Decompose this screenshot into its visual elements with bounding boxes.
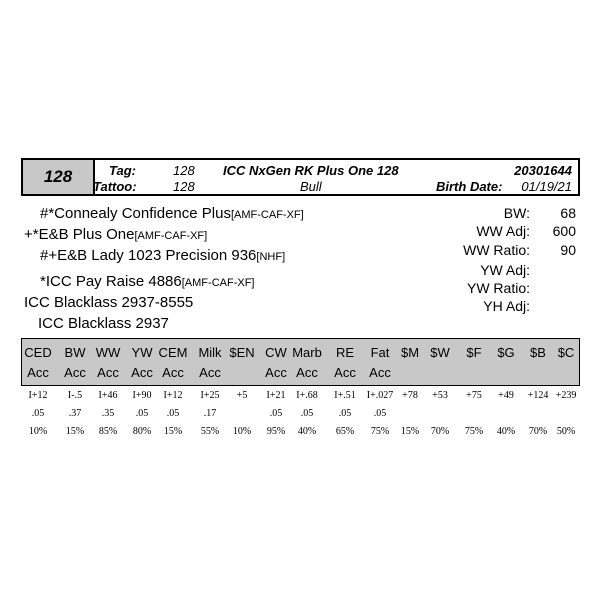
tattoo-label: Tattoo:	[93, 179, 137, 194]
epd-percentile: 15%	[163, 426, 183, 437]
stat-value: 600	[552, 223, 576, 239]
epd-value: +124	[527, 390, 549, 401]
epd-percentile: 80%	[132, 426, 152, 437]
animal-name: ICC NxGen RK Plus One 128	[223, 163, 399, 178]
pedigree-sire-dam-tag: [NHF]	[256, 251, 286, 263]
epd-accuracy: .05	[300, 408, 314, 419]
epd-acc-label: Acc	[265, 365, 287, 380]
epd-percentile: 40%	[496, 426, 516, 437]
epd-column-header: CEM	[158, 345, 188, 360]
epd-column-header: CED	[24, 345, 52, 360]
epd-percentile: 40%	[297, 426, 317, 437]
epd-acc-label: Acc	[369, 365, 391, 380]
stat-label: YW Adj:	[480, 262, 530, 278]
epd-value: I+12	[163, 390, 183, 401]
epd-acc-label: Acc	[27, 365, 49, 380]
epd-value: I+25	[200, 390, 220, 401]
pedigree-sire-sire-tag: [AMF-CAF-XF]	[230, 209, 304, 221]
epd-acc-label: Acc	[334, 365, 356, 380]
epd-column-header: $C	[557, 345, 575, 360]
epd-value: I+12	[28, 390, 48, 401]
birth-date-label: Birth Date:	[436, 179, 503, 194]
stat-label: BW:	[503, 205, 530, 221]
stat-value: 90	[560, 242, 576, 258]
epd-value: I-.5	[67, 390, 83, 401]
epd-value: +239	[555, 390, 577, 401]
birth-date-value: 01/19/21	[521, 179, 572, 194]
epd-column-header: $W	[430, 345, 450, 360]
epd-percentile: 85%	[98, 426, 118, 437]
epd-acc-label: Acc	[97, 365, 119, 380]
epd-percentile: 75%	[464, 426, 484, 437]
epd-percentile: 70%	[528, 426, 548, 437]
epd-percentile: 15%	[65, 426, 85, 437]
epd-percentile: 95%	[266, 426, 286, 437]
epd-percentile: 50%	[556, 426, 576, 437]
epd-column-header: $B	[530, 345, 546, 360]
epd-column-header: Milk	[198, 345, 222, 360]
epd-accuracy: .05	[373, 408, 387, 419]
epd-value: I+90	[132, 390, 152, 401]
epd-column-header: Fat	[370, 345, 390, 360]
epd-percentile: 10%	[232, 426, 252, 437]
epd-accuracy: .05	[338, 408, 352, 419]
animal-sex: Bull	[300, 179, 322, 194]
epd-value: I+46	[98, 390, 118, 401]
epd-acc-label: Acc	[162, 365, 184, 380]
epd-value: I+.68	[296, 390, 318, 401]
stat-value: 68	[560, 205, 576, 221]
epd-acc-label: Acc	[199, 365, 221, 380]
pedigree-sire-sire-name: #*Connealy Confidence Plus	[40, 205, 231, 222]
pedigree-sire-dam-name: #+E&B Lady 1023 Precision 936	[40, 247, 257, 264]
epd-accuracy: .05	[166, 408, 180, 419]
epd-percentile: 55%	[200, 426, 220, 437]
pedigree-sire-tag: [AMF-CAF-XF]	[134, 230, 208, 242]
epd-column-header: $M	[400, 345, 420, 360]
epd-percentile: 70%	[430, 426, 450, 437]
stat-label: WW Ratio:	[463, 242, 530, 258]
pedigree-sire	[24, 226, 207, 243]
epd-value: +53	[432, 390, 448, 401]
lot-number-box	[23, 160, 95, 194]
epd-percentile: 10%	[28, 426, 48, 437]
tag-value: 128	[173, 163, 195, 178]
registration-number: 20301644	[514, 163, 572, 178]
pedigree-dam-dam	[38, 315, 169, 332]
pedigree-dam-name: ICC Blacklass 2937-8555	[24, 294, 194, 311]
epd-column-header: RE	[335, 345, 355, 360]
epd-value: +78	[402, 390, 418, 401]
pedigree-sire-dam	[40, 247, 285, 264]
epd-value: +49	[498, 390, 514, 401]
epd-accuracy: .05	[31, 408, 45, 419]
pedigree-dam-sire-name: *ICC Pay Raise 4886	[40, 273, 182, 290]
epd-percentile: 75%	[370, 426, 390, 437]
epd-accuracy: .05	[135, 408, 149, 419]
epd-column-header: $G	[497, 345, 515, 360]
epd-column-header: Marb	[292, 345, 322, 360]
epd-value: I+21	[266, 390, 286, 401]
lot-number: 128	[43, 167, 73, 186]
epd-column-header: WW	[95, 345, 121, 360]
epd-acc-label: Acc	[296, 365, 318, 380]
epd-accuracy: .35	[101, 408, 115, 419]
epd-acc-label: Acc	[131, 365, 153, 380]
pedigree-dam-dam-name: ICC Blacklass 2937	[38, 315, 169, 332]
epd-acc-label: Acc	[64, 365, 86, 380]
stat-label: WW Adj:	[476, 223, 530, 239]
epd-accuracy: .37	[68, 408, 82, 419]
epd-percentile: 15%	[400, 426, 420, 437]
pedigree-dam-sire-tag: [AMF-CAF-XF]	[181, 277, 255, 289]
epd-accuracy: .17	[203, 408, 217, 419]
pedigree-sire-sire	[40, 205, 304, 222]
epd-value: I+.027	[366, 390, 394, 401]
tattoo-value: 128	[173, 179, 195, 194]
pedigree-dam	[24, 294, 193, 311]
epd-column-header: YW	[131, 345, 153, 360]
tag-label: Tag:	[109, 163, 136, 178]
epd-percentile: 65%	[335, 426, 355, 437]
epd-accuracy: .05	[269, 408, 283, 419]
stat-label: YH Adj:	[483, 298, 530, 314]
pedigree-dam-sire	[40, 273, 254, 290]
epd-column-header: CW	[265, 345, 287, 360]
stat-label: YW Ratio:	[466, 280, 530, 296]
epd-value: I+.51	[334, 390, 356, 401]
epd-column-header: $EN	[229, 345, 255, 360]
epd-value: +75	[466, 390, 482, 401]
epd-value: +5	[236, 390, 248, 401]
epd-column-header: $F	[466, 345, 482, 360]
lot-header	[21, 158, 580, 196]
epd-column-header: BW	[64, 345, 86, 360]
pedigree-sire-name: +*E&B Plus One	[24, 226, 135, 243]
